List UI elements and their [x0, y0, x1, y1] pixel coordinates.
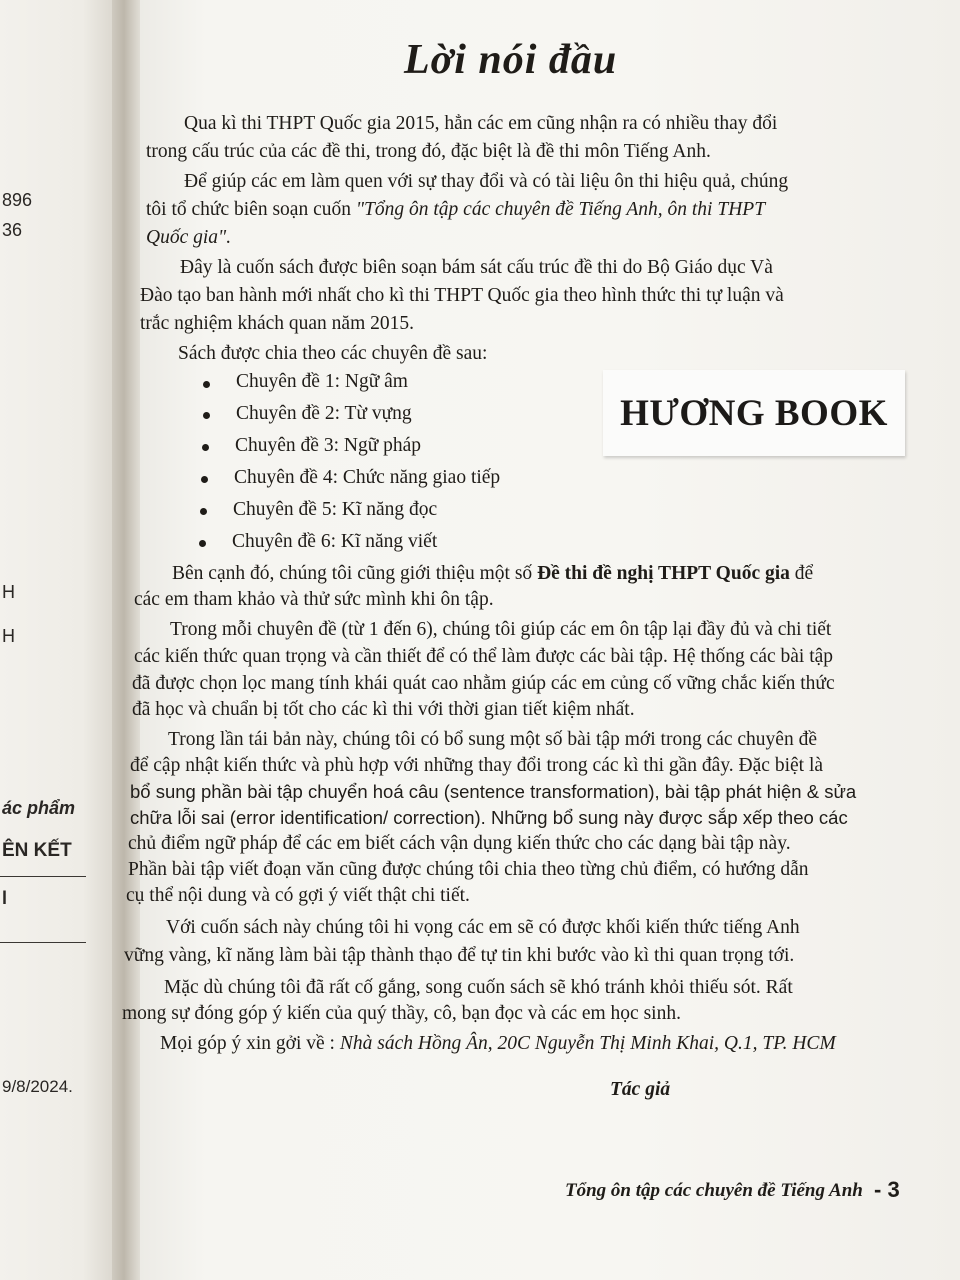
left-fragment: H	[2, 582, 15, 602]
bullet-icon	[202, 444, 209, 451]
text-run: Bên cạnh đó, chúng tôi cũng giới thiệu một số	[172, 563, 538, 584]
paragraph-line: các em tham khảo và thử sức mình khi ôn tập.	[134, 589, 494, 610]
bullet-icon	[203, 381, 210, 388]
paragraph-line: để cập nhật kiến thức và phù hợp với những thay đổi trong các kì thi gần đây. Đặc biệt là	[130, 755, 824, 776]
paragraph-line: đã được chọn lọc mang tính khái quát cao nhằm giúp các em củng cố vững chắc kiến thức	[132, 673, 835, 694]
topic-item: Chuyên đề 5: Kĩ năng đọc	[233, 499, 438, 520]
left-rule	[0, 942, 86, 943]
text-run: Mọi góp ý xin gởi về :	[160, 1033, 340, 1054]
left-fragment: ÊN KẾT	[2, 840, 72, 861]
left-fragment: l	[2, 888, 8, 908]
paragraph-line: Trong lần tái bản này, chúng tôi có bổ sung một số bài tập mới trong các chuyên đề	[168, 729, 817, 750]
paragraph-line: Phần bài tập viết đoạn văn cũng được chúng tôi chia theo từng chủ điểm, có hướng dẫn	[128, 859, 809, 880]
bullet-icon	[199, 540, 206, 547]
paragraph-line	[146, 194, 765, 226]
paragraph-line: mong sự đóng góp ý kiến của quý thầy, cô, bạn đọc và các em học sinh.	[122, 1003, 681, 1024]
bullet-icon	[201, 476, 208, 483]
text-run: để	[789, 563, 814, 584]
paragraph-line: Đây là cuốn sách được biên soạn bám sát cấu trúc đề thi do Bộ Giáo dục Và	[180, 257, 773, 278]
text-run: tôi tổ chức biên soạn cuốn	[146, 199, 356, 220]
author-signature: Tác giả	[610, 1079, 671, 1100]
book-title-run: "Tổng ôn tập các chuyên đề Tiếng Anh, ôn thi THPT	[355, 199, 766, 220]
paragraph-line: Để giúp các em làm quen với sự thay đổi và có tài liệu ôn thi hiệu quả, chúng	[184, 171, 789, 192]
address-run: Nhà sách Hồng Ân, 20C Nguyễn Thị Minh Khai, Q.1, TP. HCM	[339, 1033, 836, 1054]
left-rule	[0, 876, 86, 877]
paragraph-line: trắc nghiệm khách quan năm 2015.	[140, 313, 414, 334]
topic-item: Chuyên đề 2: Từ vựng	[236, 403, 412, 424]
topic-item: Chuyên đề 6: Kĩ năng viết	[232, 531, 438, 552]
page-number: - 3	[874, 1177, 900, 1202]
paragraph-line: trong cấu trúc của các đề thi, trong đó, đặc biệt là đề thi môn Tiếng Anh.	[146, 141, 711, 162]
left-facing-page	[0, 0, 118, 1280]
paragraph-line: Qua kì thi THPT Quốc gia 2015, hẳn các em cũng nhận ra có nhiều thay đổi	[184, 113, 778, 134]
left-fragment: 896	[2, 190, 33, 210]
paragraph-line	[160, 1028, 836, 1060]
paragraph-line: chữa lỗi sai (error identification/ correction). Những bổ sung này được sắp xếp theo các	[130, 807, 848, 828]
topic-item: Chuyên đề 1: Ngữ âm	[236, 371, 408, 392]
footer-book-title: Tổng ôn tập các chuyên đề Tiếng Anh	[565, 1180, 863, 1201]
store-stamp	[603, 370, 905, 456]
left-fragment: H	[2, 626, 15, 646]
paragraph-line: chủ điểm ngữ pháp để các em biết cách vận dụng kiến thức cho các dạng bài tập này.	[128, 833, 791, 854]
paragraph-line: bổ sung phần bài tập chuyển hoá câu (sentence transformation), bài tập phát hiện & sửa	[130, 781, 857, 802]
paragraph-line: Trong mỗi chuyên đề (từ 1 đến 6), chúng tôi giúp các em ôn tập lại đầy đủ và chi tiết	[170, 619, 832, 640]
paragraph-line: cụ thể nội dung và có gợi ý viết thật chi tiết.	[126, 885, 470, 906]
page-title: Lời nói đầu	[404, 37, 618, 83]
paragraph-line: Mặc dù chúng tôi đã rất cố gắng, song cuốn sách sẽ khó tránh khỏi thiếu sót. Rất	[164, 977, 793, 998]
topic-item: Chuyên đề 3: Ngữ pháp	[235, 435, 422, 456]
paragraph-line: Sách được chia theo các chuyên đề sau:	[178, 343, 488, 364]
stamp-text: HƯƠNG BOOK	[620, 393, 888, 434]
bullet-icon	[200, 508, 207, 515]
left-fragment: ác phẩm	[2, 798, 76, 818]
left-fragment: 9/8/2024.	[2, 1077, 73, 1096]
paragraph-line: Quốc gia".	[146, 227, 232, 248]
bullet-icon	[203, 412, 210, 419]
topic-item: Chuyên đề 4: Chức năng giao tiếp	[234, 467, 501, 488]
paragraph-line: đã học và chuẩn bị tốt cho các kì thi với thời gian tiết kiệm nhất.	[132, 699, 635, 720]
paragraph-line: các kiến thức quan trọng và cần thiết để có thể làm được các bài tập. Hệ thống các bài tập	[134, 646, 834, 667]
paragraph-line: vững vàng, kĩ năng làm bài tập thành thạo để tự tin khi bước vào kì thi quan trọng tới.	[124, 945, 795, 966]
paragraph-line: Với cuốn sách này chúng tôi hi vọng các em sẽ có được khối kiến thức tiếng Anh	[166, 917, 800, 938]
paragraph-line: Đào tạo ban hành mới nhất cho kì thi THPT Quốc gia theo hình thức thi tự luận và	[140, 285, 784, 306]
left-fragment: 36	[2, 220, 23, 240]
bold-run: Đề thi đề nghị THPT Quốc gia	[537, 563, 790, 584]
